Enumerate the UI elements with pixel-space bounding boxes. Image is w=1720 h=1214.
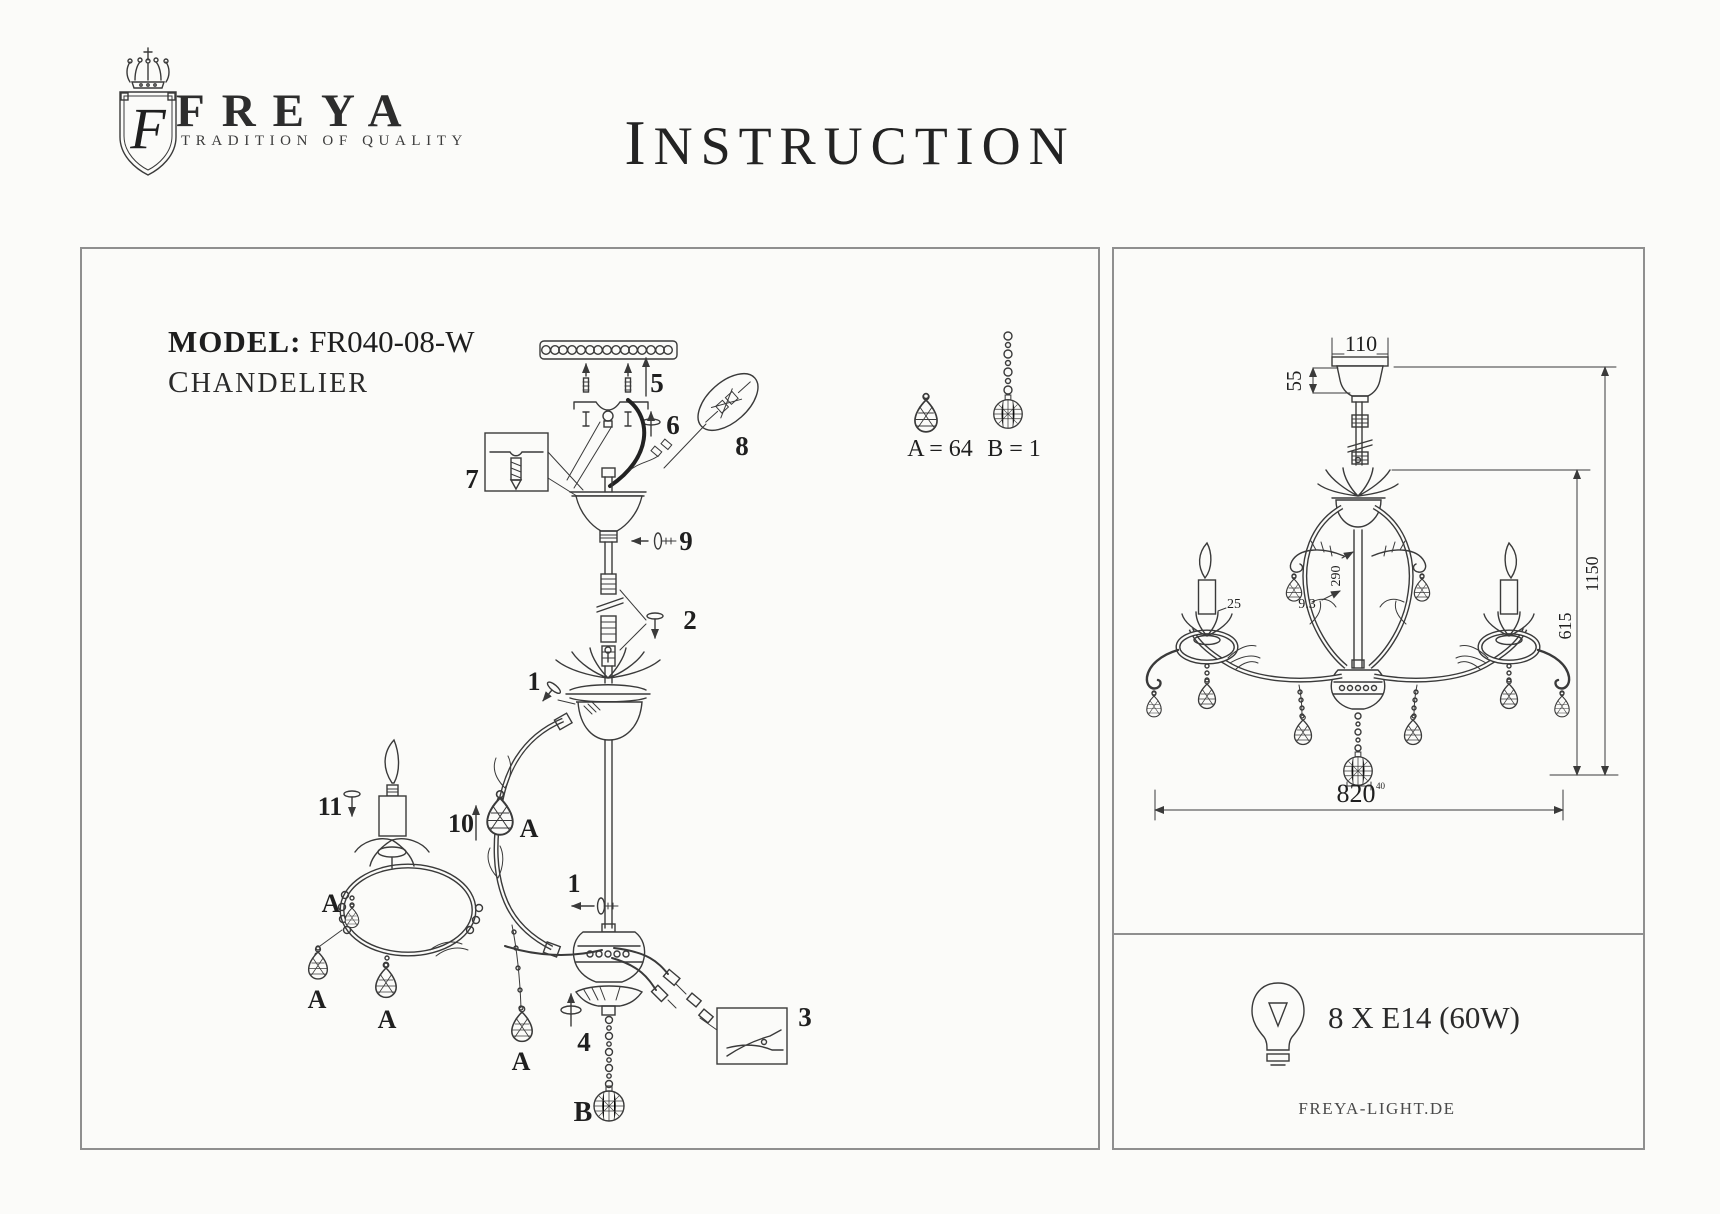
dim-stem-length: 290 (1329, 565, 1344, 587)
part-label-5: 5 (650, 368, 664, 398)
part-label-6: 6 (666, 410, 680, 440)
model-value: FR040-08-W (309, 324, 475, 359)
model-type: CHANDELIER (168, 364, 369, 399)
part-label-1: 1 (567, 869, 581, 898)
dim-canopy-height: 55 (1282, 370, 1306, 392)
crystal-label-a: A (519, 814, 539, 843)
crystal-a-icon (345, 904, 359, 927)
chandelier-left-arm (1147, 507, 1346, 745)
bulb-spec: 8 X E14 (60W) (1328, 1000, 1520, 1035)
dim-canopy-width: 110 (1344, 331, 1378, 356)
legend-a-count: A = 64 (907, 436, 973, 462)
part-label-11: 11 (317, 792, 343, 821)
crystal-a-icon (309, 947, 328, 979)
part-label-4: 4 (577, 1027, 591, 1057)
crystal-a-icon (512, 1006, 532, 1041)
part-label-2: 2 (683, 605, 697, 635)
bulb-icon (1252, 983, 1304, 1065)
page-title: INSTRUCTION (624, 107, 1076, 178)
part-label-7: 7 (465, 464, 479, 494)
logo-monogram: F (130, 96, 166, 161)
brand-name: FREYA (176, 85, 419, 137)
website: FREYA-LIGHT.DE (1298, 1099, 1456, 1118)
part-label-3: 3 (798, 1002, 812, 1032)
part-label-10: 10 (448, 809, 474, 838)
legend-b-count: B = 1 (987, 436, 1041, 462)
crystal-legend (907, 332, 1041, 462)
dim-candle-size: 25 (1227, 597, 1241, 612)
brand-tagline: TRADITION OF QUALITY (181, 133, 468, 149)
crystal-label-a: A (377, 1005, 397, 1034)
crystal-a-icon (376, 962, 396, 997)
crystal-a-icon (487, 791, 513, 835)
ceiling-strip-icon (542, 346, 673, 355)
exploded-diagram (308, 341, 812, 1128)
crystal-label-a: A (307, 985, 327, 1014)
crystal-label-b: B (573, 1097, 593, 1128)
model-label: MODEL: (168, 324, 302, 359)
dim-ball-size: 40 (1376, 781, 1385, 791)
dim-total-height: 1150 (1582, 556, 1602, 592)
chandelier-right-arm (1370, 507, 1569, 745)
crystal-b-icon (1004, 332, 1012, 394)
part-label-9: 9 (679, 526, 693, 556)
dim-body-height: 615 (1555, 612, 1575, 640)
dim-width: 820 (1336, 779, 1376, 808)
crystal-a-icon (915, 394, 937, 432)
crystal-label-a: A (511, 1047, 531, 1076)
dim-leaf-size: 9.3 (1298, 597, 1316, 612)
part-label-1: 1 (527, 667, 541, 696)
dimension-diagram (1147, 331, 1618, 820)
crystal-label-a: A (321, 889, 341, 918)
part-label-8: 8 (735, 431, 749, 461)
crystal-b-icon (594, 1086, 624, 1121)
